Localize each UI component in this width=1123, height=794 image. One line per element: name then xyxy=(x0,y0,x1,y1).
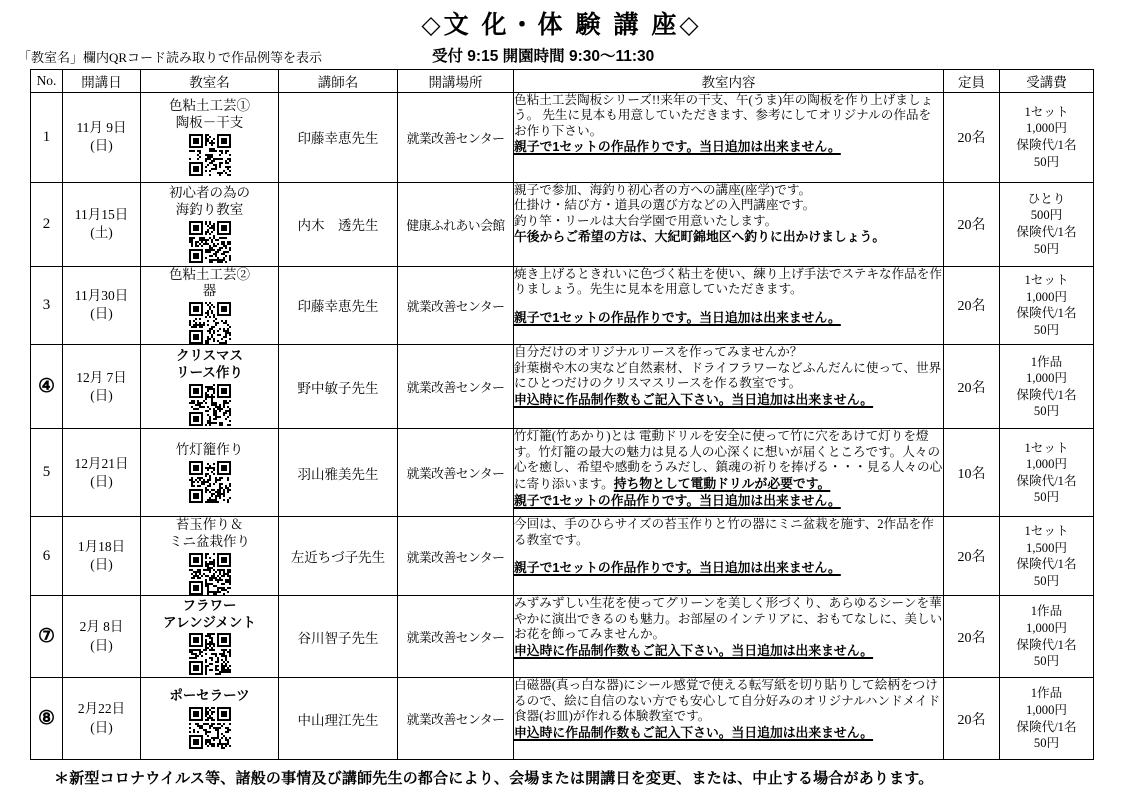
qr-code xyxy=(189,461,231,503)
course-number: 2 xyxy=(42,215,51,232)
class-name: 器 xyxy=(202,283,217,299)
fee-cell: 1セット 1,000円 保険代/1名 50円 xyxy=(1000,266,1094,345)
content-emphasis-text: 親子で1セットの作品作りです。当日追加は出来ません。 xyxy=(514,560,841,576)
instructor-cell: 左近ちづ子先生 xyxy=(279,517,398,596)
class-name-cell xyxy=(141,517,279,596)
no-cell xyxy=(31,517,63,596)
content-emphasis-text: 午後からご希望の方は、大紀町錦地区へ釣りに出かけましょう。 xyxy=(514,229,886,245)
fee-cell: ひとり 500円 保険代/1名 50円 xyxy=(1000,182,1094,266)
table-row xyxy=(31,266,1094,345)
no-cell xyxy=(31,596,63,678)
class-name: 竹灯籠作り xyxy=(175,442,244,458)
page-title: ◇文 化・体 験 講 座◇ xyxy=(421,11,702,39)
content-emphasis-text: 申込時に作品制作数もご記入下さい。当日追加は出来ません。 xyxy=(514,392,874,408)
no-cell xyxy=(31,92,63,182)
instructor-cell: 野中敏子先生 xyxy=(279,345,398,429)
capacity-cell: 20名 xyxy=(944,678,1000,760)
instructor-cell: 印藤幸恵先生 xyxy=(279,92,398,182)
content-cell xyxy=(514,678,944,760)
capacity-cell: 20名 xyxy=(944,517,1000,596)
no-cell xyxy=(31,182,63,266)
date-cell: 11月30日 (日) xyxy=(63,266,141,345)
content-cell xyxy=(514,517,944,596)
instructor-cell: 中山理江先生 xyxy=(279,678,398,760)
class-name: ポーセラーツ xyxy=(169,688,250,704)
content-emphasis-text: 親子で1セットの作品作りです。当日追加は出来ません。 xyxy=(514,309,841,325)
instructor-cell: 羽山雅美先生 xyxy=(279,429,398,517)
course-number: 3 xyxy=(42,296,51,313)
content-cell xyxy=(514,92,944,182)
course-number: 5 xyxy=(42,464,51,481)
content-cell xyxy=(514,596,944,678)
qr-instruction-note: 「教室名」欄内QRコード読み取りで作品例等を表示 xyxy=(18,49,323,65)
column-header: 開講場所 xyxy=(398,69,514,92)
class-name-cell xyxy=(141,429,279,517)
class-name: 初心者の為の xyxy=(169,185,250,201)
location-cell: 就業改善センター xyxy=(398,517,514,596)
content-emphasis-text: 親子で1セットの作品作りです。当日追加は出来ません。 xyxy=(514,139,841,155)
footnote: ＊新型コロナウイルス等、諸般の事情及び講師先生の都合により、会場または開講日を変更、または、中止する場合があります。 xyxy=(54,770,934,787)
content-text: みずみずしい生花を使ってグリーンを美しく形づくり、あらゆるシーンを華やかに演出できるのも魅力。お部屋のインテリアに、おもてなしに、美しいお花を飾ってみませんか。 xyxy=(514,596,943,642)
class-name: 苔玉作り＆ xyxy=(175,517,244,533)
qr-code xyxy=(189,633,231,675)
class-name-cell xyxy=(141,596,279,678)
column-header: 教室内容 xyxy=(514,69,944,92)
content-text: 今回は、手のひらサイズの苔玉作りと竹の器にミニ盆栽を施す、2作品を作る教室です。 xyxy=(514,517,934,547)
table-row xyxy=(31,92,1094,182)
table-row xyxy=(31,678,1094,760)
content-text: 自分だけのオリジナルリースを作ってみませんか？ xyxy=(514,345,803,360)
class-name-cell xyxy=(141,345,279,429)
content-text: 釣り竿・リールは大台学園で用意いたします。 xyxy=(514,213,778,228)
instructor-cell: 内木 透先生 xyxy=(279,182,398,266)
table-header-row xyxy=(31,69,1094,92)
location-cell: 就業改善センター xyxy=(398,596,514,678)
no-cell xyxy=(31,345,63,429)
column-header: 教室名 xyxy=(141,69,279,92)
location-cell: 就業改善センター xyxy=(398,429,514,517)
column-header: 講師名 xyxy=(279,69,398,92)
content-text: 焼き上げるときれいに色づく粘土を使い、練り上げ手法でステキな作品を作りましょう。先生に見本を用意していただきます。 xyxy=(514,266,942,297)
course-number: 6 xyxy=(42,547,51,564)
content-cell xyxy=(514,266,944,345)
class-name: 陶板－干支 xyxy=(175,115,244,130)
class-name: クリスマス xyxy=(176,347,243,363)
location-cell: 健康ふれあい会館 xyxy=(398,182,514,266)
class-name-cell xyxy=(141,182,279,266)
class-name-cell xyxy=(141,678,279,760)
date-cell: 11月15日 (土) xyxy=(63,182,141,266)
class-name-cell xyxy=(141,92,279,182)
instructor-cell: 印藤幸恵先生 xyxy=(279,266,398,345)
fee-cell: 1セット 1,000円 保険代/1名 50円 xyxy=(1000,429,1094,517)
content-cell xyxy=(514,182,944,266)
qr-code xyxy=(189,302,231,344)
qr-code xyxy=(189,553,231,595)
table-row xyxy=(31,345,1094,429)
content-emphasis-text: 親子で1セットの作品作りです。当日追加は出来ません。 xyxy=(514,492,841,508)
class-name: リース作り xyxy=(176,364,243,380)
content-text: 竹灯籠(竹あかり)とは 電動ドリルを安全に使って竹に穴をあけて灯りを燈す。竹灯籠の最大の魅力は見る人の心深くに想いが届くところです。人々の心を癒し、希望や感動をうみだし、鎮魂の祈りを捧げる・・・見る人々の心に寄り添います。 xyxy=(514,429,943,492)
course-number: 1 xyxy=(42,128,51,145)
column-header: 開講日 xyxy=(63,69,141,92)
table-row xyxy=(31,429,1094,517)
class-name: 色粘土工芸② xyxy=(169,266,250,282)
capacity-cell: 20名 xyxy=(944,596,1000,678)
capacity-cell: 20名 xyxy=(944,345,1000,429)
table-row xyxy=(31,596,1094,678)
fee-cell: 1作品 1,000円 保険代/1名 50円 xyxy=(1000,596,1094,678)
subheader xyxy=(0,44,1123,66)
capacity-cell: 10名 xyxy=(944,429,1000,517)
capacity-cell: 20名 xyxy=(944,92,1000,182)
capacity-cell: 20名 xyxy=(944,182,1000,266)
column-header: 受講費 xyxy=(1000,69,1094,92)
fee-cell: 1セット 1,500円 保険代/1名 50円 xyxy=(1000,517,1094,596)
no-cell xyxy=(31,678,63,760)
column-header: 定員 xyxy=(944,69,1000,92)
qr-code xyxy=(189,134,231,176)
location-cell: 就業改善センター xyxy=(398,345,514,429)
date-cell: 11月 9日 (日) xyxy=(63,92,141,182)
content-emphasis-text: 申込時に作品制作数もご記入下さい。当日追加は出来ません。 xyxy=(514,642,874,658)
content-text: 仕掛け・結び方・道具の選び方などの入門講座です。 xyxy=(514,198,816,213)
date-cell: 12月 7日 (日) xyxy=(63,345,141,429)
date-cell: 12月21日 (日) xyxy=(63,429,141,517)
instructor-cell: 谷川智子先生 xyxy=(279,596,398,678)
fee-cell: 1作品 1,000円 保険代/1名 50円 xyxy=(1000,678,1094,760)
course-number: ⑧ xyxy=(37,708,56,729)
class-name: 海釣り教室 xyxy=(175,202,244,217)
date-cell: 1月18日 (日) xyxy=(63,517,141,596)
column-header: No. xyxy=(31,69,63,92)
content-cell xyxy=(514,429,944,517)
course-table xyxy=(30,69,1094,761)
course-number: ⑦ xyxy=(37,626,56,647)
qr-code xyxy=(189,384,231,426)
class-name: アレンジメント xyxy=(163,614,256,630)
capacity-cell: 20名 xyxy=(944,266,1000,345)
content-text: 白磁器(真っ白な器)にシール感覚で使える転写紙を切り貼りして絵柄をつけるので、絵に自信のない方でも安心して自分好みのオリジナルハンドメイド食器(お皿)が作れる体験教室です。 xyxy=(514,678,941,724)
date-cell: 2月22日 (日) xyxy=(63,678,141,760)
qr-code xyxy=(189,707,231,749)
class-name-cell xyxy=(141,266,279,345)
course-number: ④ xyxy=(37,376,56,398)
table-row xyxy=(31,182,1094,266)
qr-code xyxy=(189,221,231,263)
class-name: 色粘土工芸① xyxy=(169,98,250,114)
content-text: 色粘土工芸陶板シリーズ!!来年の干支、午(うま)年の陶板を作り上げましょう。 先生に見本も用意していただきます、参考にしてオリジナルの作品をお作り下さい。 xyxy=(514,92,934,138)
fee-cell: 1作品 1,000円 保険代/1名 50円 xyxy=(1000,345,1094,429)
class-name: フラワー xyxy=(182,597,237,613)
no-cell xyxy=(31,429,63,517)
table-row xyxy=(31,517,1094,596)
content-text: 親子で参加、海釣り初心者の方への講座(座学)です。 xyxy=(514,182,812,197)
location-cell: 就業改善センター xyxy=(398,266,514,345)
class-name: ミニ盆栽作り xyxy=(169,534,250,550)
content-emphasis-text: 申込時に作品制作数もご記入下さい。当日追加は出来ません。 xyxy=(514,724,874,740)
location-cell: 就業改善センター xyxy=(398,678,514,760)
location-cell: 就業改善センター xyxy=(398,92,514,182)
fee-cell: 1セット 1,000円 保険代/1名 50円 xyxy=(1000,92,1094,182)
reception-hours: 受付 9:15 開園時間 9:30～11:30 xyxy=(432,47,655,65)
no-cell xyxy=(31,266,63,345)
date-cell: 2月 8日 (日) xyxy=(63,596,141,678)
content-emphasis-text: 持ち物として電動ドリルが必要です。 xyxy=(613,476,831,492)
content-text: 針葉樹や木の実など自然素材、ドライフラワーなどふんだんに使って、世界にひとつだけのクリスマスリースを作る教室です。 xyxy=(514,360,942,391)
content-cell xyxy=(514,345,944,429)
